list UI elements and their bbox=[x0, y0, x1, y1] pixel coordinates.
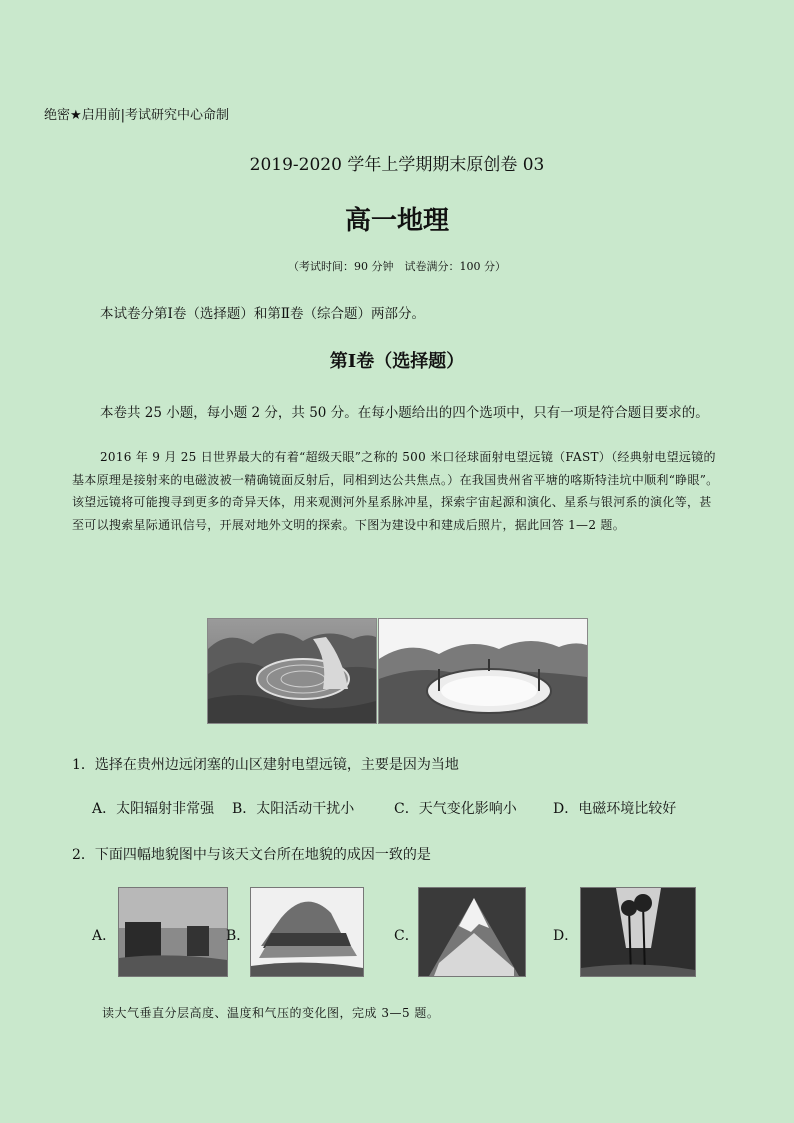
reading-passage: 2016 年 9 月 25 日世界最大的有着“超级天眼”之称的 500 米口径球面射电望远镜（FAST）（经典射电望远镜的基本原理是接射来的电磁波被一精确镜面反射后，同相到达公共焦点。）在我国贵州省平塘的喀斯特洼坑中顺利“睁眼”。该望远镜将可能搜寻到更多的奇异天体，用来观测河外星系脉冲星，探索宇宙起源和演化、星系与银河系的演化等，甚至可以搜索星际通讯信号，开展对地外文明的探索。下图为建设中和建成后照片，据此回答 1—2 题。 bbox=[72, 450, 719, 532]
landform-c-image bbox=[418, 887, 526, 977]
telescope-construction-photo bbox=[207, 618, 377, 724]
exam-title: 高一地理 bbox=[344, 206, 449, 236]
confidential-header: 绝密★启用前|考试研究中心命制 bbox=[44, 108, 230, 123]
instructions-text: 本卷共 25 小题，每小题 2 分，共 50 分。在每小题给出的四个选项中，只有一项是符合题目要求的。 bbox=[100, 405, 709, 421]
q1-option-d: D．电磁环境比较好 bbox=[553, 801, 677, 817]
landform-a-image bbox=[118, 887, 228, 977]
exam-subtitle: 2019-2020 学年上学期期末原创卷 03 bbox=[249, 155, 545, 175]
question-2-stem: 2．下面四幅地貌图中与该天文台所在地貌的成因一致的是 bbox=[72, 847, 431, 863]
q2-option-b-label: B． bbox=[226, 928, 251, 944]
landform-d-image bbox=[580, 887, 696, 977]
telescope-completed-photo bbox=[378, 618, 588, 724]
q1-option-b: B．太阳活动干扰小 bbox=[232, 801, 355, 817]
q2-option-a-label: A． bbox=[92, 928, 117, 944]
q2-option-d-label: D． bbox=[553, 928, 579, 944]
landform-b-image bbox=[250, 887, 364, 977]
q1-option-a: A．太阳辐射非常强 bbox=[92, 801, 215, 817]
intro-text: 本试卷分第Ⅰ卷（选择题）和第Ⅱ卷（综合题）两部分。 bbox=[100, 306, 426, 322]
exam-info: （考试时间：90 分钟 试卷满分：100 分） bbox=[288, 260, 506, 273]
read-note: 读大气垂直分层高度、温度和气压的变化图，完成 3—5 题。 bbox=[102, 1006, 440, 1020]
question-1-stem: 1．选择在贵州边远闭塞的山区建射电望远镜，主要是因为当地 bbox=[72, 757, 459, 773]
q1-option-c: C．天气变化影响小 bbox=[394, 801, 517, 817]
section-title: 第Ⅰ卷（选择题） bbox=[329, 351, 465, 372]
q2-option-c-label: C． bbox=[394, 928, 419, 944]
